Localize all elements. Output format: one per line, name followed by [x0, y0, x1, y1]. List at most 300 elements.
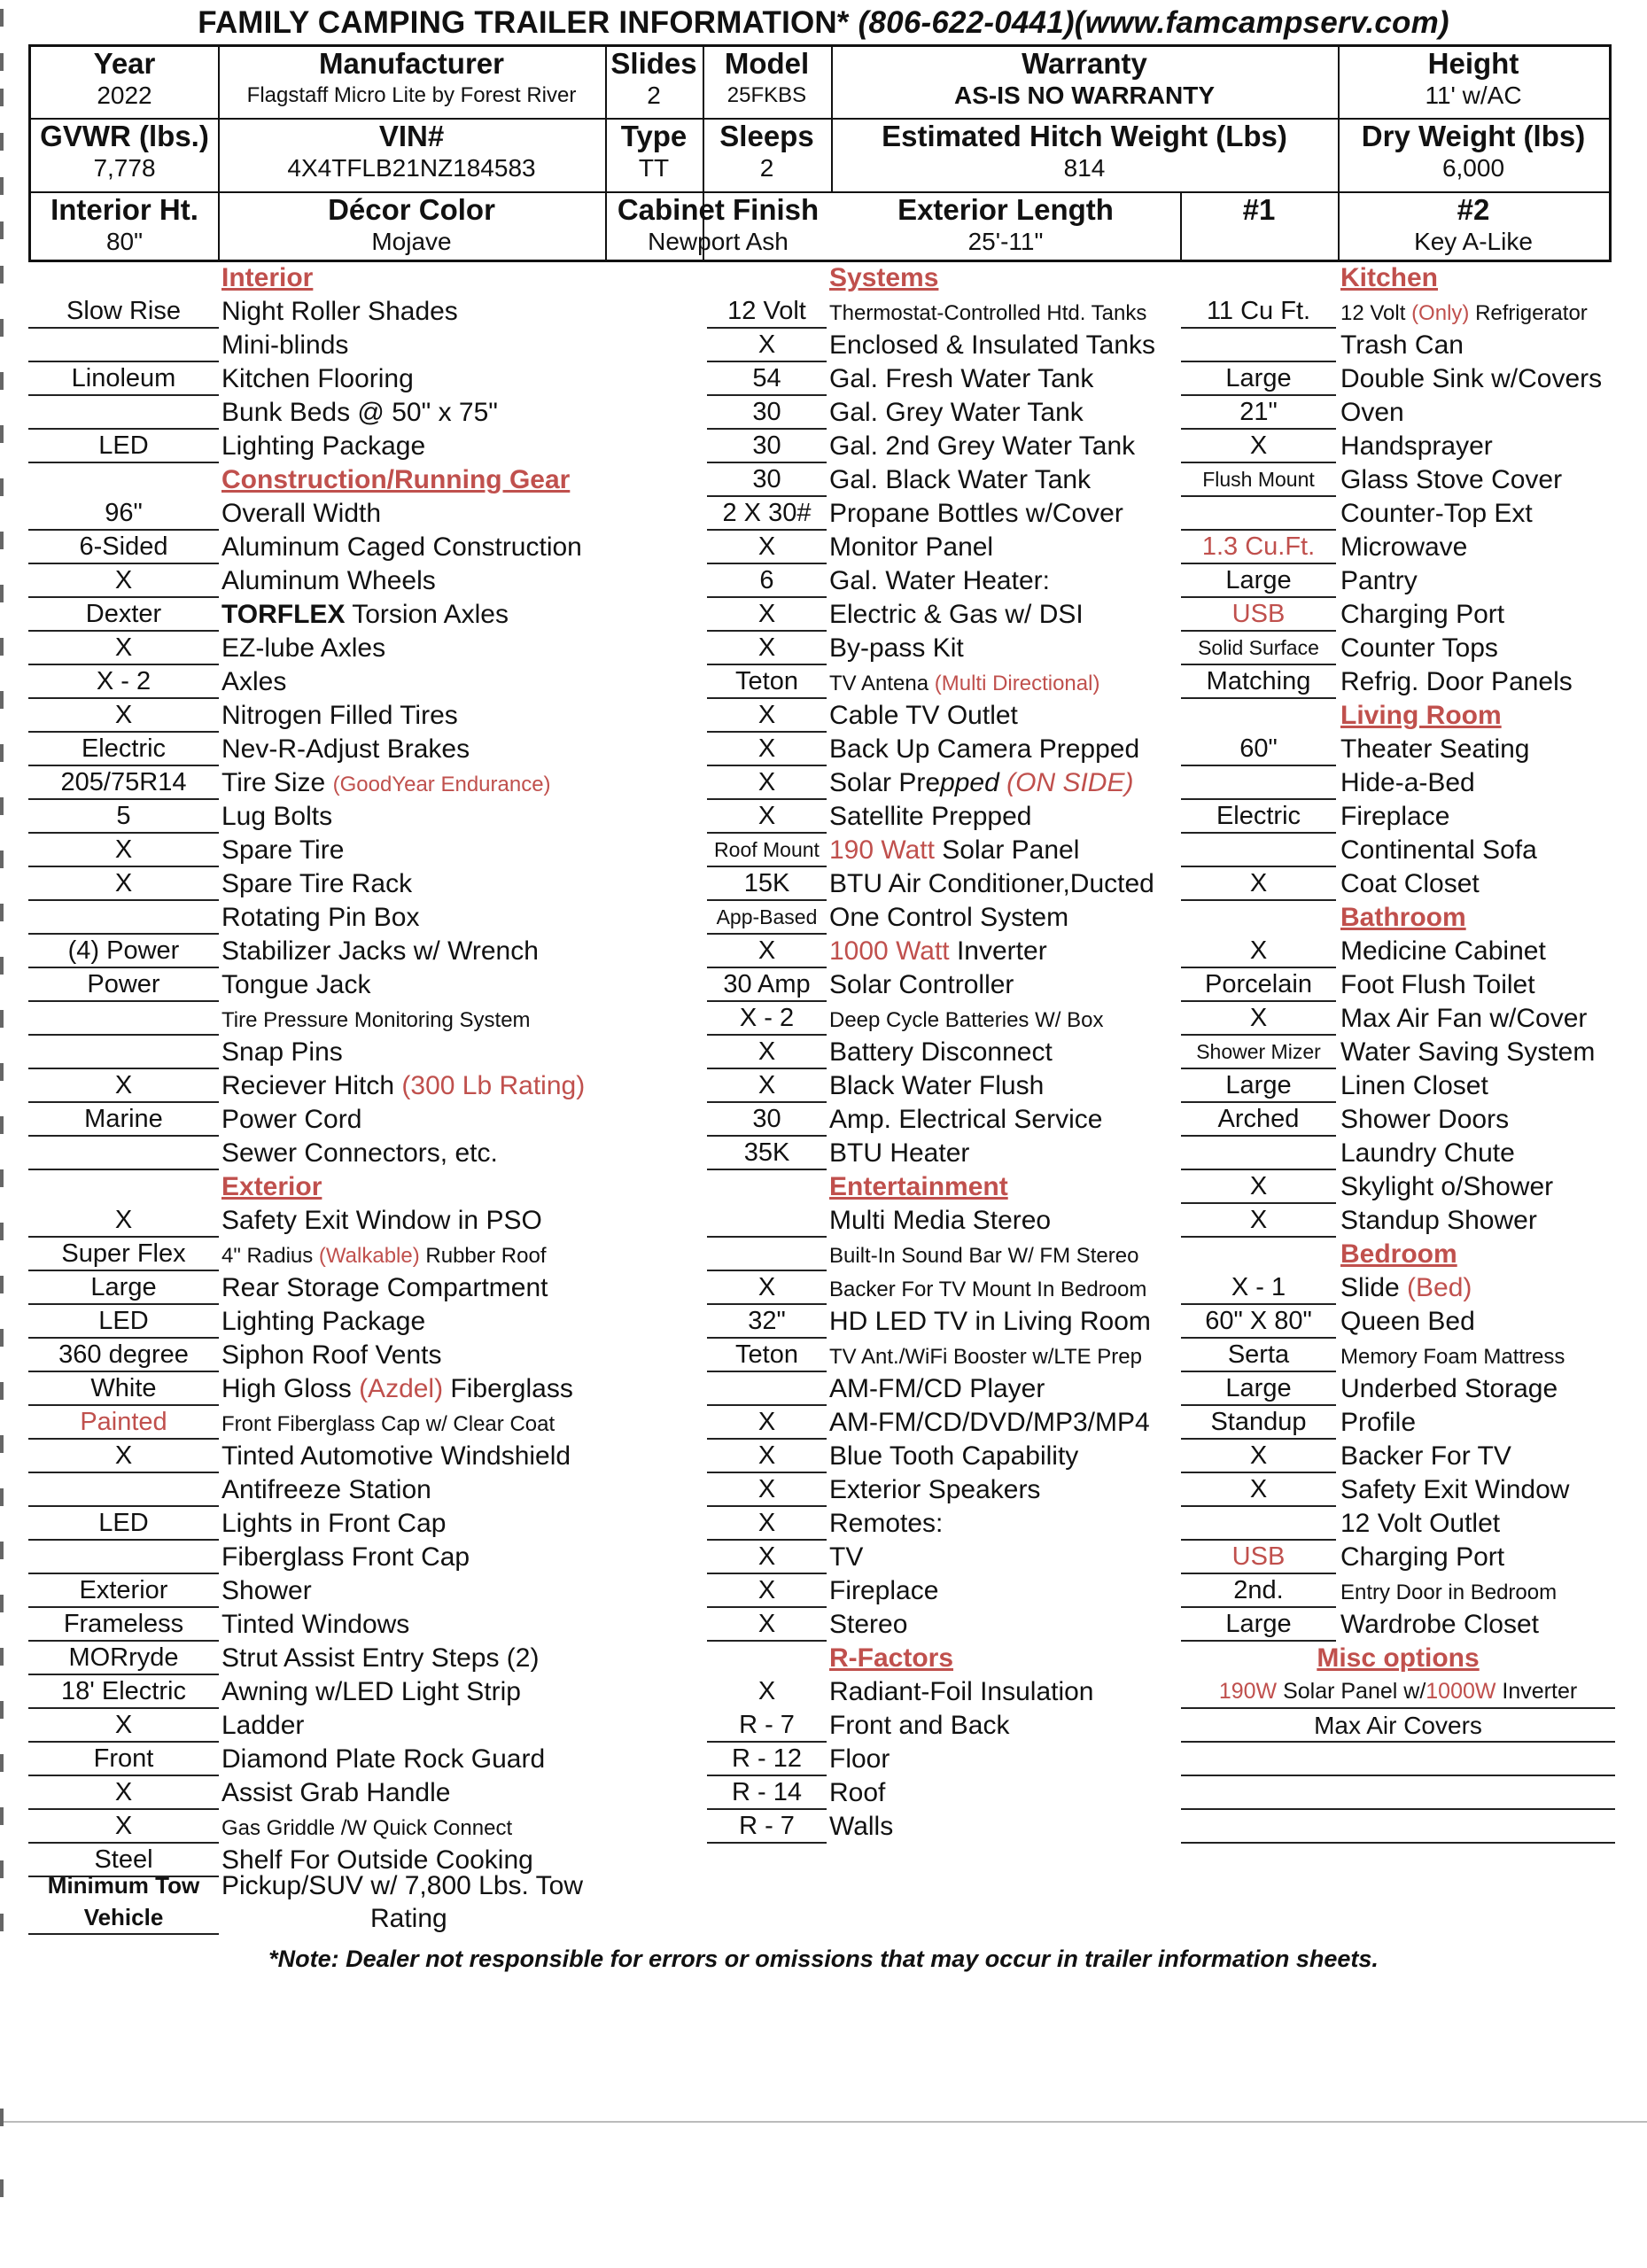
feature-value: Large	[1181, 1373, 1336, 1406]
feature-label	[829, 397, 1184, 431]
label-text: Shelf For Outside Cooking	[221, 1845, 533, 1875]
feature-label	[1340, 1104, 1615, 1138]
label-text: Gal. Fresh Water Tank	[829, 364, 1094, 393]
feature-value: Large	[1181, 363, 1336, 396]
feature-label	[829, 633, 1184, 666]
feature-row	[707, 1138, 1184, 1171]
feature-value: Front	[28, 1744, 219, 1776]
feature-row	[28, 1104, 647, 1138]
label-text: Aluminum Caged Construction	[221, 532, 582, 562]
feature-label	[829, 700, 1184, 734]
feature-label	[1340, 532, 1615, 565]
label-text: Lug Bolts	[221, 802, 333, 831]
feature-row	[1181, 969, 1615, 1003]
feature-row	[707, 700, 1184, 734]
feature-label	[221, 767, 647, 801]
label-text: Sewer Connectors, etc.	[221, 1138, 498, 1168]
feature-label	[829, 1205, 1184, 1239]
scan-margin-mark	[0, 2109, 4, 2126]
label-text: 190 Watt	[829, 835, 935, 865]
feature-label	[221, 633, 647, 666]
label-text: Skylight o/Shower	[1340, 1172, 1554, 1201]
feature-value	[707, 1373, 827, 1406]
label-text: Diamond Plate Rock Guard	[221, 1744, 546, 1774]
left-column	[28, 262, 649, 1875]
feature-row	[1181, 296, 1615, 330]
label-text: Charging Port	[1340, 1542, 1505, 1572]
feature-value: 60" X 80"	[1181, 1306, 1336, 1339]
feature-row	[28, 296, 647, 330]
label-text: Awning w/LED Light Strip	[221, 1677, 521, 1706]
feature-value: 11 Cu Ft.	[1181, 296, 1336, 329]
label-text: Gal. 2nd Grey Water Tank	[829, 431, 1136, 461]
feature-row	[707, 532, 1184, 565]
feature-value: Roof Mount	[707, 835, 827, 867]
label-text: Stabilizer Jacks w/ Wrench	[221, 936, 539, 966]
feature-value: Exterior	[28, 1575, 219, 1608]
feature-label	[221, 1340, 647, 1373]
feature-value	[28, 397, 219, 430]
feature-label	[829, 1710, 1184, 1744]
feature-label	[1340, 330, 1615, 363]
label-text: Backer For TV	[1340, 1441, 1511, 1471]
label-text: Gas Griddle /W Quick Connect	[221, 1816, 513, 1840]
label-text: Shower	[221, 1576, 312, 1605]
feature-row	[1181, 767, 1615, 801]
misc-blank-line	[1181, 1811, 1615, 1844]
label-text: Monitor Panel	[829, 532, 994, 562]
label-text: Assist Grab Handle	[221, 1778, 451, 1807]
feature-value	[1181, 835, 1336, 867]
feature-row	[707, 1070, 1184, 1104]
feature-label	[1340, 1272, 1615, 1306]
feature-row	[1181, 666, 1615, 700]
scan-margin-mark	[0, 1010, 4, 1028]
feature-value	[28, 1138, 219, 1170]
feature-label	[829, 1441, 1184, 1474]
feature-value: 6-Sided	[28, 532, 219, 564]
feature-value: X	[1181, 431, 1336, 463]
feature-row	[1181, 1340, 1615, 1373]
feature-label	[221, 1272, 647, 1306]
feature-label	[1340, 1138, 1615, 1171]
feature-row	[28, 1676, 647, 1710]
feature-row	[1181, 599, 1615, 633]
scan-margin-mark	[0, 957, 4, 975]
feature-row	[707, 1474, 1184, 1508]
feature-label	[221, 1373, 647, 1407]
feature-row	[1181, 801, 1615, 835]
feature-value	[707, 1239, 827, 1271]
label-text: Glass Stove Cover	[1340, 465, 1563, 494]
label-text: Queen Bed	[1340, 1307, 1475, 1336]
label-text: (GoodYear Endurance)	[332, 773, 551, 796]
feature-value: Large	[1181, 565, 1336, 598]
feature-value	[28, 1542, 219, 1574]
feature-value: X	[1181, 1171, 1336, 1204]
feature-row	[28, 1609, 647, 1643]
feature-value: X	[28, 565, 219, 598]
feature-row	[1181, 397, 1615, 431]
label-text: (Azdel)	[359, 1374, 444, 1403]
model-cell: Model 25FKBS	[724, 47, 810, 107]
feature-value: X	[1181, 936, 1336, 968]
label-text: Oven	[1340, 398, 1404, 427]
feature-row	[1181, 1306, 1615, 1340]
scan-margin-mark	[0, 744, 4, 762]
label-text: Counter-Top Ext	[1340, 499, 1533, 528]
scan-margin-mark	[0, 638, 4, 656]
scan-margin-mark	[0, 1914, 4, 1931]
label-text: HD LED TV in Living Room	[829, 1307, 1151, 1336]
label-text: Gal. Water Heater:	[829, 566, 1050, 595]
feature-row	[707, 565, 1184, 599]
feature-row	[1181, 532, 1615, 565]
feature-label	[1340, 1508, 1615, 1542]
feature-value: Painted	[28, 1407, 219, 1440]
feature-row	[707, 1744, 1184, 1777]
label-text: Safety Exit Window in PSO	[221, 1206, 542, 1235]
scan-margin-mark	[0, 850, 4, 868]
scan-margin-mark	[0, 425, 4, 443]
feature-label	[221, 296, 647, 330]
feature-row	[1181, 1037, 1615, 1070]
scan-margin-mark	[0, 1435, 4, 1453]
label-text: Fireplace	[1340, 802, 1450, 831]
feature-value: 30	[707, 464, 827, 497]
feature-label	[829, 1542, 1184, 1575]
feature-row	[1181, 1609, 1615, 1643]
feature-value: Slow Rise	[28, 296, 219, 329]
label-text: TORFLEX	[221, 600, 346, 629]
feature-label	[829, 1138, 1184, 1171]
feature-value: X	[707, 1542, 827, 1574]
label-text: Microwave	[1340, 532, 1468, 562]
scan-margin-mark	[0, 2179, 4, 2197]
scan-margin-mark	[0, 1754, 4, 1772]
scan-margin-mark	[0, 1116, 4, 1134]
label-text: Memory Foam Mattress	[1340, 1345, 1565, 1369]
feature-label	[1340, 767, 1615, 801]
feature-label	[829, 1272, 1184, 1306]
feature-row	[707, 330, 1184, 363]
feature-value: Solid Surface	[1181, 633, 1336, 665]
feature-value: X	[707, 1508, 827, 1541]
scan-margin-mark	[0, 1169, 4, 1187]
scan-margin-mark	[0, 1542, 4, 1559]
feature-row	[707, 902, 1184, 936]
label-text: Kitchen Flooring	[221, 364, 414, 393]
label-text: Backer For TV Mount In Bedroom	[829, 1278, 1147, 1301]
label-text: Fiberglass Front Cap	[221, 1542, 470, 1572]
misc-blank-line	[1181, 1777, 1615, 1810]
feature-row	[1181, 1441, 1615, 1474]
feature-value: X	[28, 835, 219, 867]
feature-row	[707, 969, 1184, 1003]
feature-label	[829, 1575, 1184, 1609]
label-text: Pantry	[1340, 566, 1418, 595]
feature-label	[1340, 936, 1615, 969]
label-text: High Gloss	[221, 1374, 360, 1403]
feature-row	[28, 1070, 647, 1104]
feature-row	[28, 936, 647, 969]
label-text: Propane Bottles w/Cover	[829, 499, 1123, 528]
min-tow-vehicle-code: Minimum Tow Vehicle	[28, 1869, 219, 1935]
feature-label	[829, 296, 1184, 330]
scan-margin-mark	[0, 1329, 4, 1347]
label-text: Profile	[1340, 1408, 1417, 1437]
feature-value: X - 1	[1181, 1272, 1336, 1305]
feature-label	[221, 1575, 647, 1609]
feature-row	[1181, 1474, 1615, 1508]
feature-value: X	[1181, 1441, 1336, 1473]
feature-label	[1340, 498, 1615, 532]
scan-margin-mark	[0, 478, 4, 496]
feature-label	[829, 498, 1184, 532]
label-text: Wardrobe Closet	[1340, 1610, 1539, 1639]
scan-margin-mark	[0, 1382, 4, 1400]
label-text: Tire Pressure Monitoring System	[221, 1008, 531, 1032]
feature-label	[829, 1104, 1184, 1138]
feature-value: 15K	[707, 868, 827, 901]
scan-margin-mark	[0, 1063, 4, 1081]
scan-margin-mark	[0, 1648, 4, 1666]
feature-value: X - 2	[707, 1003, 827, 1036]
label-text: Torsion Axles	[345, 600, 509, 629]
feature-label	[829, 835, 1184, 868]
label-text: Satellite Prepped	[829, 802, 1032, 831]
feature-label	[829, 1508, 1184, 1542]
type-cell: Type TT	[620, 120, 688, 182]
section-header-r-factors: R-Factors	[829, 1643, 954, 1673]
feature-value: Shower Mizer	[1181, 1037, 1336, 1069]
label-text: pped	[940, 768, 1007, 797]
feature-label	[1340, 1542, 1615, 1575]
feature-row	[28, 431, 647, 464]
feature-label	[1340, 296, 1615, 330]
feature-label	[829, 1003, 1184, 1037]
feature-label	[1340, 397, 1615, 431]
feature-value: Linoleum	[28, 363, 219, 396]
feature-value: Teton	[707, 1340, 827, 1372]
feature-row	[707, 734, 1184, 767]
feature-value: 6	[707, 565, 827, 598]
label-text: Solar Controller	[829, 970, 1014, 999]
label-text: Fiberglass	[443, 1374, 573, 1403]
feature-label	[829, 1340, 1184, 1373]
scan-margin-mark	[0, 1276, 4, 1293]
feature-value: LED	[28, 1508, 219, 1541]
label-text: 12 Volt Outlet	[1340, 1509, 1501, 1538]
feature-value: X	[707, 1441, 827, 1473]
scan-margin-mark	[0, 9, 4, 27]
feature-row	[1181, 498, 1615, 532]
feature-row	[707, 1441, 1184, 1474]
feature-value: R - 7	[707, 1811, 827, 1844]
label-text: Night Roller Shades	[221, 297, 458, 326]
feature-label	[1340, 431, 1615, 464]
feature-row	[28, 397, 647, 431]
feature-row	[1181, 431, 1615, 464]
feature-label	[221, 969, 647, 1003]
feature-value: X	[707, 1609, 827, 1642]
feature-row	[707, 868, 1184, 902]
feature-value: Large	[1181, 1609, 1336, 1642]
feature-value: 30	[707, 397, 827, 430]
label-text: Medicine Cabinet	[1340, 936, 1546, 966]
label-text: Electric & Gas w/ DSI	[829, 600, 1084, 629]
label-text: 12 Volt	[1340, 301, 1412, 325]
feature-value: X	[707, 599, 827, 632]
feature-value: 360 degree	[28, 1340, 219, 1372]
label-text: Overall Width	[221, 499, 382, 528]
feature-value: MORryde	[28, 1643, 219, 1675]
dry-weight-cell: Dry Weight (lbs) 6,000	[1361, 120, 1586, 182]
feature-row	[28, 1340, 647, 1373]
feature-value: X	[1181, 1205, 1336, 1238]
feature-row	[1181, 1171, 1615, 1205]
label-text: AM-FM/CD/DVD/MP3/MP4	[829, 1408, 1150, 1437]
misc-blank-line	[1181, 1744, 1615, 1776]
feature-label	[221, 363, 647, 397]
label-text: Exterior Speakers	[829, 1475, 1041, 1504]
label-text: BTU Air Conditioner,Ducted	[829, 869, 1154, 898]
feature-row	[1181, 633, 1615, 666]
feature-value: X	[707, 936, 827, 968]
feature-label	[221, 1744, 647, 1777]
section-header-interior: Interior	[221, 263, 314, 292]
feature-label	[829, 1474, 1184, 1508]
interior-height-cell: Interior Ht. 80"	[50, 193, 198, 255]
label-text: Rotating Pin Box	[221, 903, 420, 932]
feature-row	[28, 1407, 647, 1441]
feature-value: 30 Amp	[707, 969, 827, 1002]
label-text: TV	[829, 1542, 864, 1572]
feature-row	[707, 498, 1184, 532]
label-text: Coat Closet	[1340, 869, 1480, 898]
gvwr-cell: GVWR (lbs.) 7,778	[40, 120, 209, 182]
feature-label	[1340, 868, 1615, 902]
feature-value	[1181, 1138, 1336, 1170]
feature-value: Super Flex	[28, 1239, 219, 1271]
scan-margin-mark	[0, 797, 4, 815]
label-text: Max Air Fan w/Cover	[1340, 1004, 1588, 1033]
feature-value: X	[707, 1070, 827, 1103]
feature-row	[1181, 1070, 1615, 1104]
feature-label	[221, 1104, 647, 1138]
feature-row	[707, 397, 1184, 431]
feature-value: Large	[1181, 1070, 1336, 1103]
decor-cell: Décor Color Mojave	[328, 193, 495, 255]
feature-value: Electric	[28, 734, 219, 766]
feature-value: 1.3 Cu.Ft.	[1181, 532, 1336, 564]
feature-label	[221, 1239, 647, 1272]
feature-row	[28, 767, 647, 801]
scan-margin-mark	[0, 585, 4, 602]
label-text: Black Water Flush	[829, 1071, 1045, 1100]
label-text: One Control System	[829, 903, 1069, 932]
label-text: Nitrogen Filled Tires	[221, 701, 458, 730]
feature-row	[28, 801, 647, 835]
feature-row	[1181, 1508, 1615, 1542]
feature-value	[28, 1474, 219, 1507]
feature-value	[28, 1037, 219, 1069]
label-text: Bunk Beds @ 50" x 75"	[221, 398, 498, 427]
feature-row	[1181, 835, 1615, 868]
feature-value: X	[707, 532, 827, 564]
feature-value	[1181, 498, 1336, 531]
feature-row	[28, 1205, 647, 1239]
feature-label	[829, 1239, 1184, 1272]
feature-row	[28, 1575, 647, 1609]
label-text: Antifreeze Station	[221, 1475, 431, 1504]
feature-value: Standup	[1181, 1407, 1336, 1440]
section-header-construction: Construction/Running Gear	[221, 465, 571, 494]
feature-label	[221, 330, 647, 363]
label-text: Underbed Storage	[1340, 1374, 1558, 1403]
feature-value: X	[28, 700, 219, 733]
feature-label	[221, 1474, 647, 1508]
label-text: (Walkable)	[318, 1244, 420, 1268]
feature-row	[707, 1003, 1184, 1037]
feature-value: 32"	[707, 1306, 827, 1339]
sleeps-cell: Sleeps 2	[719, 120, 814, 182]
feature-label	[829, 902, 1184, 936]
feature-value: LED	[28, 1306, 219, 1339]
feature-row	[1181, 1205, 1615, 1239]
feature-row	[28, 734, 647, 767]
label-text: Charging Port	[1340, 600, 1505, 629]
feature-row	[28, 1272, 647, 1306]
label-text: Continental Sofa	[1340, 835, 1537, 865]
feature-value	[28, 902, 219, 935]
height-cell: Height 11' w/AC	[1425, 47, 1522, 109]
feature-label	[221, 498, 647, 532]
label-text: 1000W	[1426, 1679, 1496, 1704]
feature-value: 96"	[28, 498, 219, 531]
slides-cell: Slides 2	[610, 47, 697, 109]
scan-margin-mark	[0, 1860, 4, 1878]
label-text: Hide-a-Bed	[1340, 768, 1475, 797]
feature-row	[28, 1003, 647, 1037]
feature-label	[1340, 1407, 1615, 1441]
feature-row	[707, 1811, 1184, 1845]
feature-label	[221, 734, 647, 767]
feature-value: Dexter	[28, 599, 219, 632]
feature-label	[1340, 363, 1615, 397]
section-header-entertainment: Entertainment	[829, 1172, 1008, 1201]
label-text: Front Fiberglass Cap w/ Clear Coat	[221, 1412, 555, 1436]
feature-label	[829, 936, 1184, 969]
feature-label	[1340, 835, 1615, 868]
feature-label	[221, 1811, 647, 1845]
feature-row	[707, 801, 1184, 835]
feature-row	[28, 1306, 647, 1340]
feature-value: Large	[28, 1272, 219, 1305]
feature-row	[707, 1710, 1184, 1744]
feature-label	[829, 1811, 1184, 1845]
scan-margin-mark	[0, 1701, 4, 1719]
label-text: Entry Door in Bedroom	[1340, 1581, 1558, 1604]
middle-column	[707, 262, 1185, 1857]
section-header-living-room: Living Room	[1340, 701, 1502, 730]
feature-value	[28, 1003, 219, 1036]
feature-label	[1340, 1003, 1615, 1037]
feature-row	[28, 1138, 647, 1171]
feature-value: X	[707, 801, 827, 834]
feature-label	[221, 397, 647, 431]
feature-value: 205/75R14	[28, 767, 219, 800]
